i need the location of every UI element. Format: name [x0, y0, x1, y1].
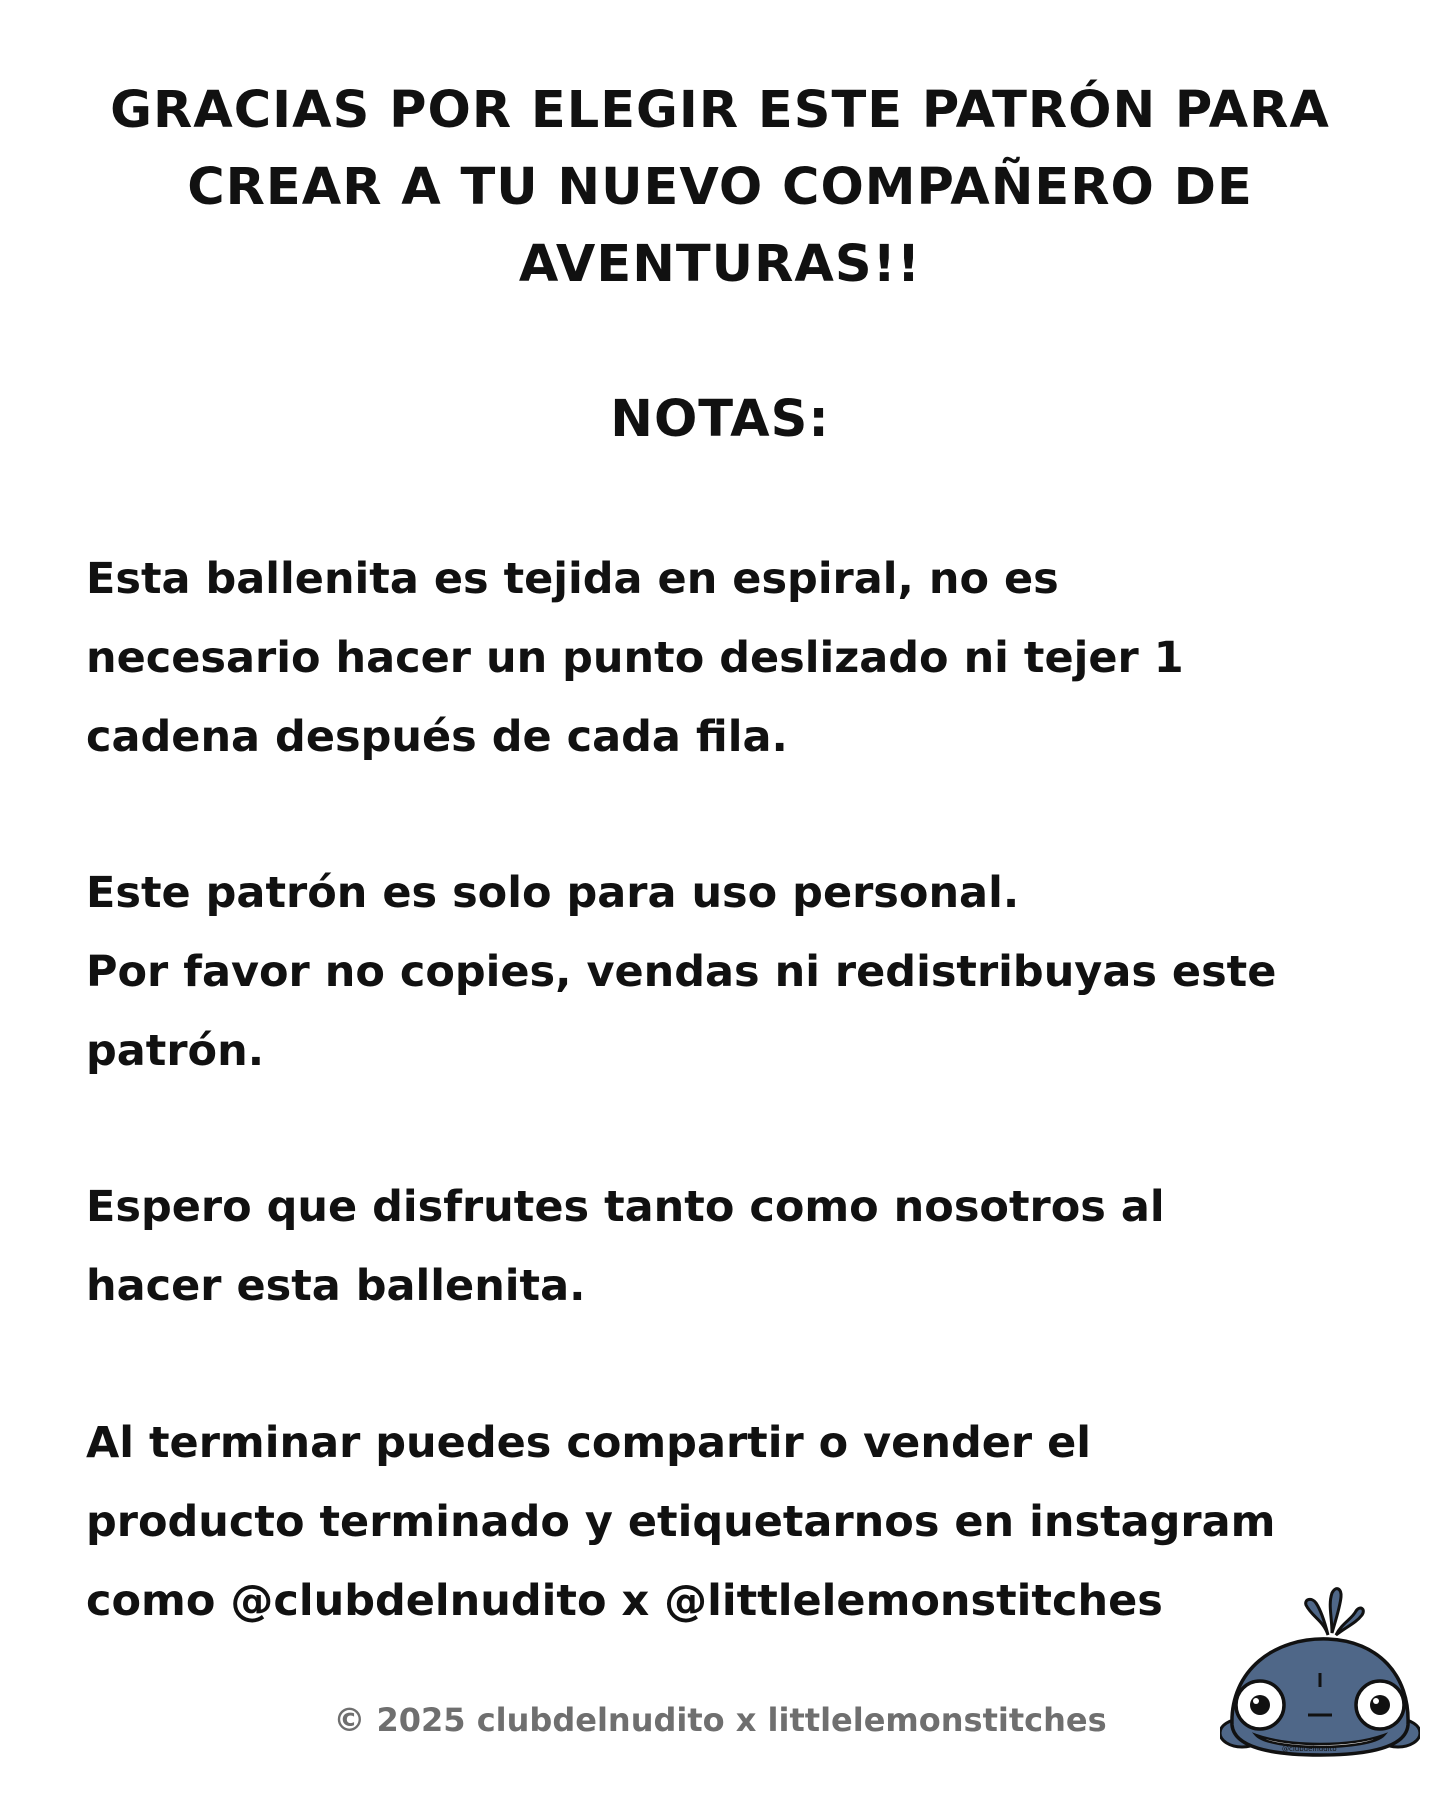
note-line: patrón.: [86, 1026, 265, 1076]
whale-mascot-icon: [1220, 1575, 1420, 1765]
spout-icon: [1306, 1589, 1364, 1635]
note-line: cadena después de cada fila.: [86, 712, 788, 762]
left-eye-icon: [1236, 1681, 1284, 1729]
note-line: Al terminar puedes compartir o vender el: [86, 1418, 1091, 1468]
title-line-1: GRACIAS POR ELEGIR ESTE PATRÓN PARA: [110, 81, 1330, 140]
right-eye-icon: [1356, 1681, 1404, 1729]
note-line: producto terminado y etiquetarnos en instagram: [86, 1497, 1276, 1547]
title-line-2: CREAR A TU NUEVO COMPAÑERO DE: [187, 158, 1253, 217]
note-paragraph-spiral: [86, 540, 1386, 777]
page-title: [0, 72, 1440, 303]
mascot-signature: @clubdelnudito: [1282, 1745, 1337, 1753]
note-paragraph-enjoy: [86, 1168, 1386, 1326]
title-line-3: AVENTURAS!!: [518, 235, 922, 294]
note-line: Por favor no copies, vendas ni redistribuyas este: [86, 947, 1277, 997]
note-line: hacer esta ballenita.: [86, 1261, 586, 1311]
notes-heading: NOTAS:: [610, 390, 830, 449]
note-line: Espero que disfrutes tanto como nosotros al: [86, 1182, 1165, 1232]
note-line: Esta ballenita es tejida en espiral, no es: [86, 554, 1059, 604]
note-paragraph-share: [86, 1404, 1386, 1641]
note-line: Este patrón es solo para uso personal.: [86, 868, 1020, 918]
note-paragraph-personal-use: [86, 854, 1386, 1091]
note-line: necesario hacer un punto deslizado ni tejer 1: [86, 633, 1184, 683]
copyright-footer: © 2025 clubdelnudito x littlelemonstitches: [333, 1701, 1107, 1739]
note-line: como @clubdelnudito x @littlelemonstitches: [86, 1576, 1163, 1626]
